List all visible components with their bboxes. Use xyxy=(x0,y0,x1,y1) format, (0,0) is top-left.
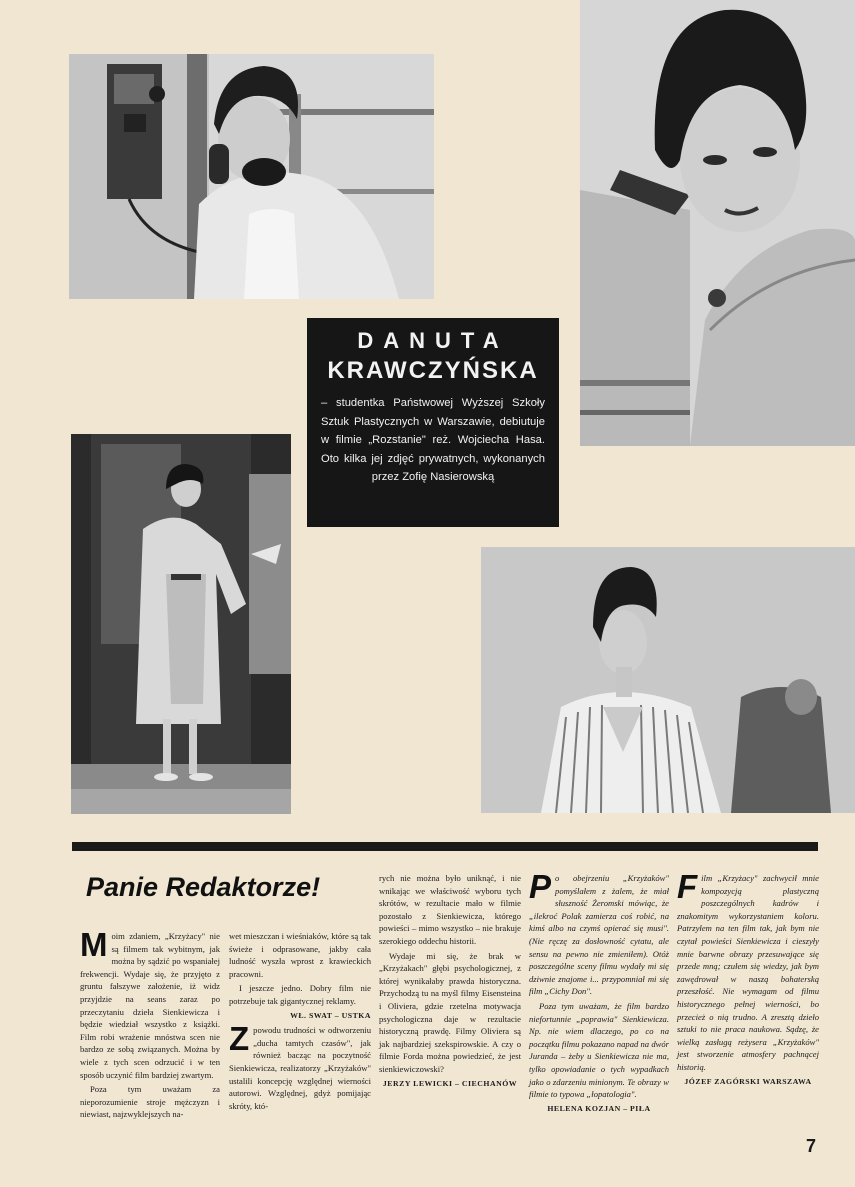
letter-1-paragraph-2: Poza tym uważam za nieporozumienie stroje mężczyzn i niewiast, najzwyklejszych na- xyxy=(80,1084,220,1120)
photo-striped-blouse xyxy=(481,547,855,813)
caption-first-name: DANUTA xyxy=(357,328,509,353)
letter-2-col-c xyxy=(379,872,521,1092)
letter-4-col-e xyxy=(677,868,819,1090)
letter-3-signature: HELENA KOZJAN – PIŁA xyxy=(547,1103,651,1113)
letter-3-paragraph-2: Poza tym uważam, że film bardzo niefortunnie „poprawia" Sienkiewicza. Np. nie wiem dlaczego, po co na początku filmu pokazano napad na dwór Juranda – żeby u Sienkiewicza nie ma, tylko opowiadanie o tych wypadkach jako o zdarzeniu minionym. Te obrazy w filmie to typowa „łopatologia". xyxy=(529,1000,669,1100)
letter-2-signature: JERZY LEWICKI – CIECHANÓW xyxy=(382,1078,518,1088)
dropcap: P xyxy=(529,868,552,905)
letter-2-paragraph-2: rych nie można było uniknąć, i nie wnikając we właściwość wyboru tych skrótów, w rezultacie mało w filmie pozostało z Sienkiewicza, którego powieści – mimo wszystko – nie brakuje szerokiego oddechu historii. xyxy=(379,873,521,946)
caption-text: – studentka Państwowej Wyższej Szkoły Sztuk Plastycznych w Warszawie, debiutuje w filmie „Rozstanie" reż. Wojciecha Hasa. Oto kilka jej zdjęć prywatnych, wykonanych przez Zofię Nasierowską xyxy=(321,397,545,483)
letter-3-paragraph-1: Po obejrzeniu „Krzyżaków" pomyślałem z żalem, że miał słuszność Żeromski mówiąc, że „ilekroć Polak zamierza coś robić, na kimś albo na czymś opierać się musi". (Nie ręczę za dosłowność cytatu, ale sensu na pewno nie zmieniłem). Otóż poszczególne sceny filmu wydały mi się dziwnie znajome i... przypomniał mi się film „Cichy Don". xyxy=(529,868,669,997)
caption-box xyxy=(307,318,559,527)
photo-portrait-closeup xyxy=(580,0,855,446)
dropcap: M xyxy=(80,926,108,963)
dropcap: F xyxy=(677,868,698,905)
letter-1-paragraph-3: wet mieszczan i wieśniaków, które są tak świeże i odprasowane, jakby cała ludność wyszła wprost z krawieckich pracowni. xyxy=(229,931,371,979)
photo-standing-coat xyxy=(71,434,291,814)
letter-3-col-d xyxy=(529,868,669,1117)
letter-2-paragraph-3: Wydaje mi się, że brak w „Krzyżakach" głębi psychologicznej, z której wynikałaby prawda historyczna. Przychodzą tu na myśl filmy Eisensteina i Oliviera, gdzie rzetelna motywacja psychologiczna daje w rezultacie historyczną prawdę. Filmy Oliviera są jak najbardziej szekspirowskie. A czy o filmie Forda można powiedzieć, że jest sienkiewiczowski? xyxy=(379,950,521,1074)
page-headline: Panie Redaktorze! xyxy=(86,872,321,902)
letter-4-signature: JÓZEF ZAGÓRSKI WARSZAWA xyxy=(684,1076,812,1086)
letter-1-paragraph-4: I jeszcze jedno. Dobry film nie potrzebuje tak gigantycznej reklamy. xyxy=(229,983,371,1006)
letter-1-signature: WŁ. SWAT – USTKA xyxy=(290,1010,371,1020)
page-number: 7 xyxy=(806,1136,817,1156)
letter-1-paragraph-1: Moim zdaniem, „Krzyżacy" nie są filmem tak wybitnym, jak można by sądzić po wspaniałej frekwencji. Wydaje się, że przyjęto z gruntu fałszywe założenie, iż widz przyjdzie na seans zaraz po przeczytaniu dzieła Sienkiewicza i będzie wiedział wszystko z książki. Film robi wrażenie mnóstwa scen nie bardzo ze sobą związanych. Można by wiele z tych scen odrzucić i w ten sposób uczynić film bardziej zwartym. xyxy=(80,926,220,1080)
letter-4-paragraph-1: Film „Krzyżacy" zachwycił mnie kompozycją plastyczną poszczególnych kadrów i znakomitym wykorzystaniem koloru. Patrzyłem na ten film tak, jak bym nie czytał powieści Sienkiewicza i cieszyły mnie barwne obrazy przesuwające się przede mną; czułem się wiedzy, jak bym zawędrował w naszą bohaterską przeszłość. Nie wymagam od filmu historycznego pełnej wierności, bo przecież o nią trudno. A zresztą dzieło sztuki to nie praca naukowa. Sądzę, że wielką zasługą reżysera „Krzyżaków" jest stworzenie atmosfery pachnącej historią. xyxy=(677,868,819,1072)
letter-2-paragraph-1: Zpowodu trudności w odtworzeniu „ducha tamtych czasów", jak również bacząc na poczytność Sienkiewicza, realizatorzy „Krzyżaków" ustalili koncepcję względnej wierności autorowi. Względnej, gdyż pomijając skróty, któ- xyxy=(229,1020,371,1111)
photo-telephone xyxy=(69,54,434,299)
caption-last-name: KRAWCZYŃSKA xyxy=(327,357,539,384)
letter-1-col-a xyxy=(80,926,220,1123)
letter-1-col-b xyxy=(229,930,371,1114)
section-rule xyxy=(72,842,818,851)
dropcap: Z xyxy=(229,1020,250,1058)
